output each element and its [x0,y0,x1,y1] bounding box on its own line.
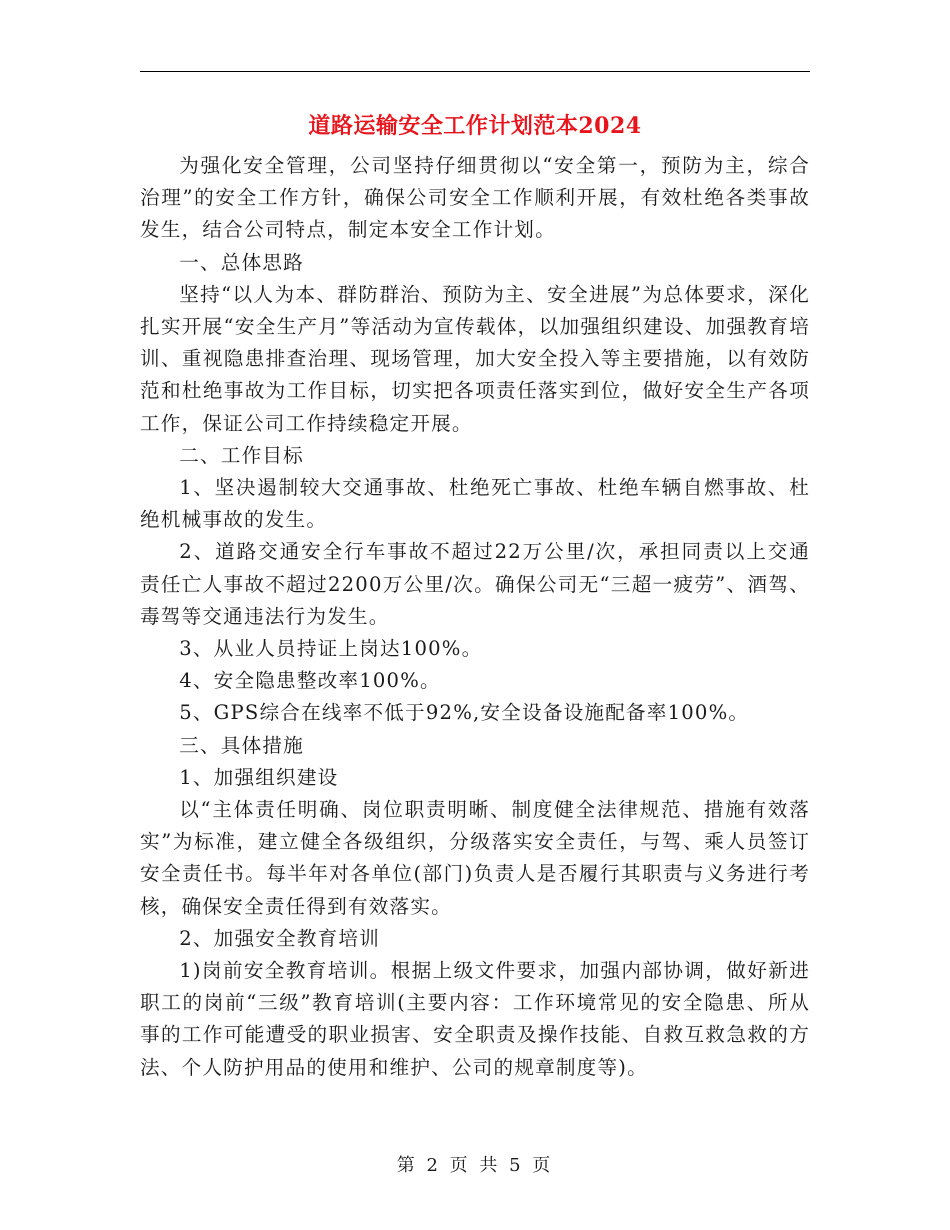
document-body [140,150,810,1084]
paragraph-organization: 以“主体责任明确、岗位职责明晰、制度健全法律规范、措施有效落实”为标准，建立健全各级组织，分级落实安全责任，与驾、乘人员签订安全责任书。每半年对各单位(部门)负责人是否履行其职责与义务进行考核，确保安全责任得到有效落实。 [140,798,810,918]
header-rule [140,71,810,72]
page-number-footer: 第 2 页 共 5 页 [396,1155,554,1176]
document-title: 道路运输安全工作计划范本2024 [308,113,642,139]
subheading-organization: 1、加强组织建设 [179,765,339,789]
section-heading-work-goals: 二、工作目标 [179,443,304,467]
paragraph-pre-job-training: 1)岗前安全教育培训。根据上级文件要求，加强内部协调，做好新进职工的岗前“三级”教育培训(主要内容：工作环境常见的安全隐患、所从事的工作可能遭受的职业损害、安全职责及操作技能、自救互救急救的方法、个人防护用品的使用和维护、公司的规章制度等)。 [140,959,810,1079]
subheading-training: 2、加强安全教育培训 [179,926,380,950]
goal-item-3: 3、从业人员持证上岗达100%。 [179,637,483,661]
goal-item-4: 4、安全隐患整改率100%。 [179,669,441,693]
section-heading-measures: 三、具体措施 [179,733,304,757]
goal-item-2: 2、道路交通安全行车事故不超过22万公里/次，承担同责以上交通责任亡人事故不超过2200万公里/次。确保公司无“三超一疲劳”、酒驾、毒驾等交通违法行为发生。 [140,540,810,628]
section-heading-overall-approach: 一、总体思路 [179,250,304,274]
paragraph-overall-approach: 坚持“以人为本、群防群治、预防为主、安全进展”为总体要求，深化扎实开展“安全生产月”等活动为宣传载体，以加强组织建设、加强教育培训、重视隐患排查治理、现场管理，加大安全投入等主要措施，以有效防范和杜绝事故为工作目标，切实把各项责任落实到位，做好安全生产各项工作，保证公司工作持续稳定开展。 [140,282,810,435]
goal-item-5: 5、GPS综合在线率不低于92%,安全设备设施配备率100%。 [179,701,750,725]
paragraph-intro: 为强化安全管理，公司坚持仔细贯彻以“安全第一，预防为主，综合治理”的安全工作方针，确保公司安全工作顺利开展，有效杜绝各类事故发生，结合公司特点，制定本安全工作计划。 [140,154,810,242]
goal-item-1: 1、坚决遏制较大交通事故、杜绝死亡事故、杜绝车辆自燃事故、杜绝机械事故的发生。 [140,476,810,532]
